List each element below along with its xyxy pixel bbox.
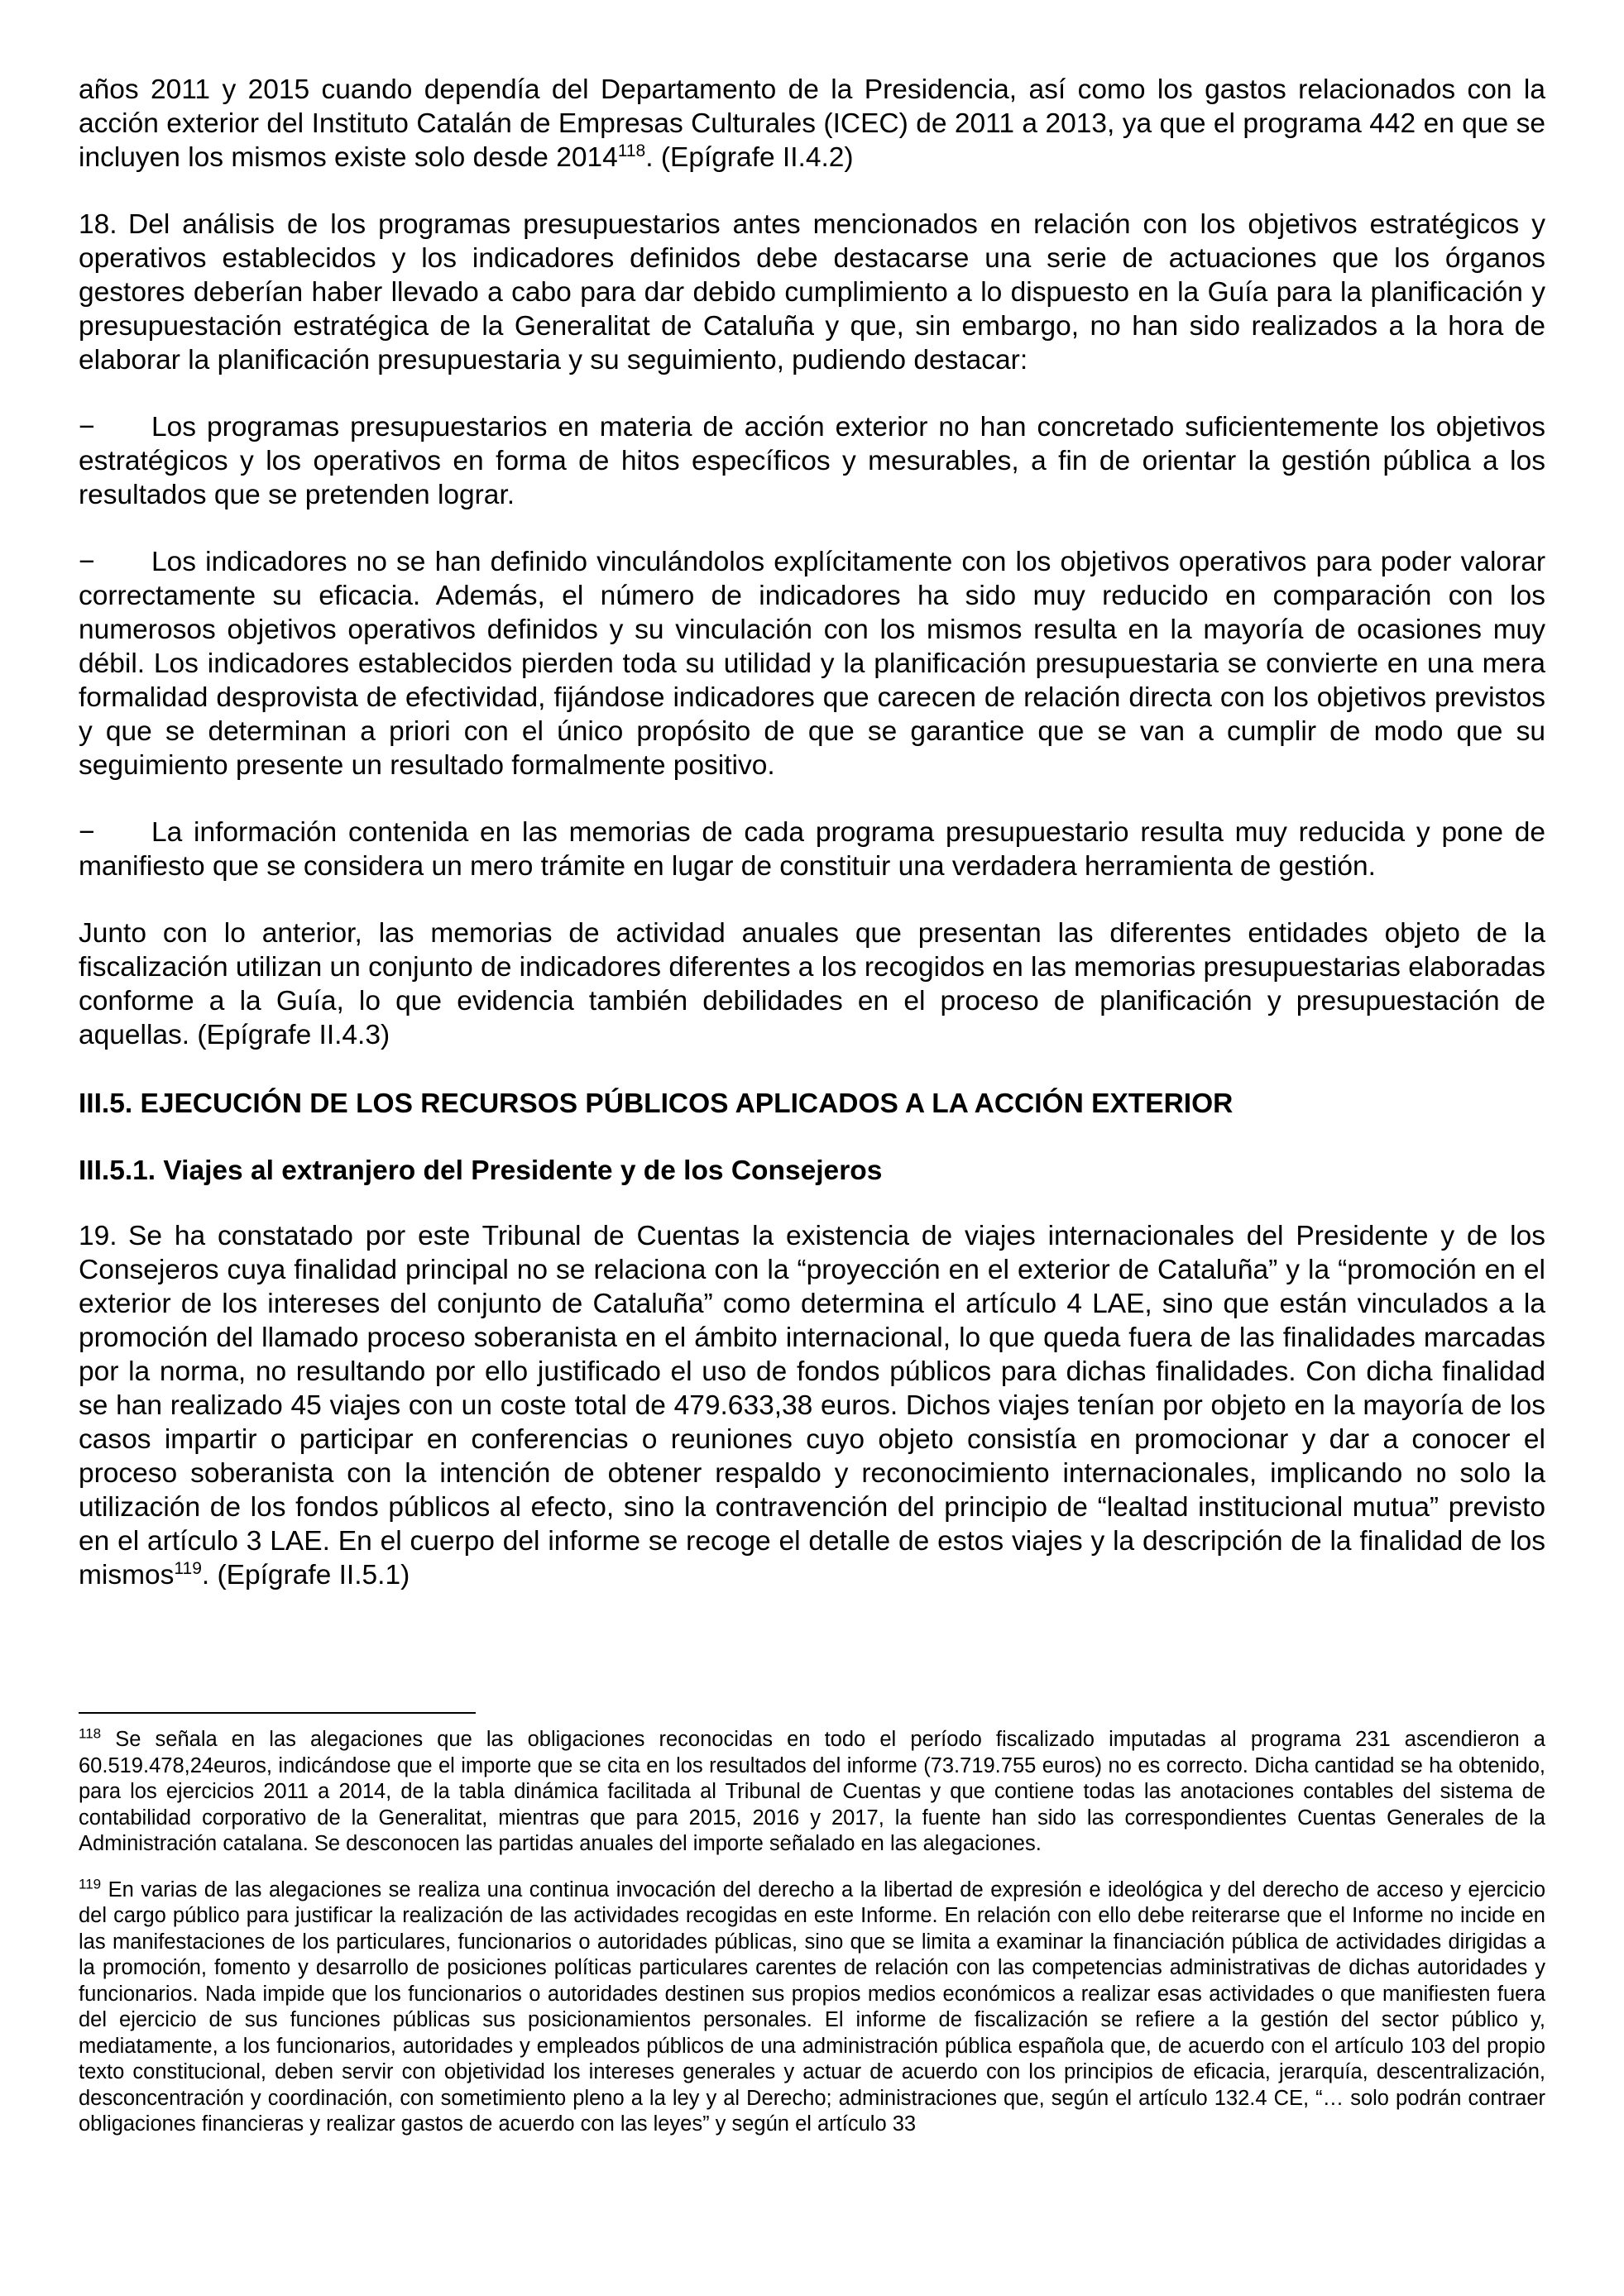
footnote-number: 119 — [79, 1876, 102, 1892]
dash-bullet: − — [79, 412, 95, 442]
bullet-text: Los indicadores no se han definido vinculándolos explícitamente con los objetivos operativos para poder valorar correctamente su eficacia. Además, el número de indicadores ha sido muy reducido en comparación con los numerosos objetivos operativos definidos y su vinculación con los mismos resulta en la mayoría de ocasiones muy débil. Los indicadores establecidos pierden toda su utilidad y la planificación presupuestaria se convierte en una mera formalidad desprovista de efectividad, fijándose indicadores que carecen de relación directa con los objetivos previstos y que se determinan a priori con el único propósito de que se garantice que se van a cumplir de modo que su seguimiento presente un resultado formalmente positivo. — [79, 547, 1545, 781]
paragraph-intro — [79, 73, 1545, 175]
bullet-item — [79, 545, 1545, 782]
footnotes — [79, 1727, 1545, 2138]
section-heading: III.5. EJECUCIÓN DE LOS RECURSOS PÚBLICOS APLICADOS A LA ACCIÓN EXTERIOR — [79, 1088, 1234, 1119]
bullet-item — [79, 410, 1545, 512]
dash-bullet: − — [79, 547, 95, 577]
footnote-number: 118 — [79, 1725, 102, 1742]
footnote-text: Se señala en las alegaciones que las obligaciones reconocidas en todo el período fiscalizado imputadas al programa 231 ascendieron a 60.519.478,24euros, indicándose que el importe que se cita en los resultados del informe (73.719.755 euros) no es correcto. Dicha cantidad se ha obtenido, para los ejercicios 2011 a 2014, de la tabla dinámica facilitada al Tribunal de Cuentas y que contiene todas las anotaciones contables del sistema de contabilidad corporativo de la Generalitat, mientras que para 2015, 2016 y 2017, la fuente han sido las correspondientes Cuentas Generales de la Administración catalana. Se desconocen las partidas anuales del importe señalado en las alegaciones. — [79, 1728, 1545, 1855]
paragraph-junto: Junto con lo anterior, las memorias de actividad anuales que presentan las diferentes entidades objeto de la fiscalización utilizan un conjunto de indicadores diferentes a los recogidos en las memorias presupuestarias elaboradas conforme a la Guía, lo que evidencia también debilidades en el proceso de planificación y presupuestación de aquellas. (Epígrafe II.4.3) — [79, 918, 1545, 1050]
paragraph-18 — [79, 208, 1545, 377]
paragraph-19 — [79, 1219, 1545, 1592]
dash-bullet: − — [79, 817, 95, 848]
footnote-ref-118[interactable]: 118 — [617, 141, 646, 160]
paragraph-19-text: Se ha constatado por este Tribunal de Cuentas la existencia de viajes internacionales del Presidente y de los Consejeros cuya finalidad principal no se relaciona con la “proyección en el exterior de Cataluña” y la “promoción en el exterior de los intereses del conjunto de Cataluña” como determina el artículo 4 LAE, sino que están vinculados a la promoción del llamado proceso soberanista en el ámbito internacional, lo que queda fuera de las finalidades marcadas por la norma, no resultando por ello justificado el uso de fondos públicos para dichas finalidades. Con dicha finalidad se han realizado 45 viajes con un coste total de 479.633,38 euros. Dichos viajes tenían por objeto en la mayoría de los casos impartir o participar en conferencias o reuniones cuyo objeto consistía en promocionar y dar a conocer el proceso soberanista con la intención de obtener respaldo y reconocimiento internacionales, implicando no solo la utilización de los fondos públicos al efecto, sino la contravención del principio de “lealtad institucional mutua” previsto en el artículo 3 LAE. En el cuerpo del informe se recoge el detalle de estos viajes y la descripción de la finalidad de los mismos — [79, 1221, 1545, 1590]
footnote-118 — [79, 1727, 1545, 1858]
bullet-text: Los programas presupuestarios en materia de acción exterior no han concretado suficientemente los objetivos estratégicos y los operativos en forma de hitos específicos y mesurables, a fin de orientar la gestión pública a los resultados que se pretenden lograr. — [79, 412, 1545, 510]
paragraph-18-text: Del análisis de los programas presupuestarios antes mencionados en relación con los objetivos estratégicos y operativos establecidos y los indicadores definidos debe destacarse una serie de actuaciones que los órganos gestores deberían haber llevado a cabo para dar debido cumplimiento a lo dispuesto en la Guía para la planificación y presupuestación estratégica de la Generalitat de Cataluña y que, sin embargo, no han sido realizados a la hora de elaborar la planificación presupuestaria y su seguimiento, pudiendo destacar: — [79, 209, 1545, 375]
footnote-119 — [79, 1877, 1545, 2138]
paragraph-intro-tail: . (Epígrafe II.4.2) — [645, 142, 854, 173]
footnote-separator — [79, 1712, 476, 1714]
paragraph-intro-text: años 2011 y 2015 cuando dependía del Departamento de la Presidencia, así como los gastos relacionados con la acción exterior del Instituto Catalán de Empresas Culturales (ICEC) de 2011 a 2013, ya que el programa 442 en que se incluyen los mismos existe solo desde 2014 — [79, 74, 1545, 173]
document-body — [79, 73, 1545, 1592]
paragraph-19-tail: . (Epígrafe II.5.1) — [201, 1560, 410, 1590]
bullet-text: La información contenida en las memorias de cada programa presupuestario resulta muy reducida y pone de manifiesto que se considera un mero trámite en lugar de constituir una verdadera herramienta de gestión. — [79, 817, 1545, 882]
footnote-ref-119[interactable]: 119 — [174, 1558, 202, 1578]
paragraph-number: 19. — [79, 1221, 117, 1251]
bullet-item — [79, 816, 1545, 883]
paragraph-number: 18. — [79, 209, 117, 240]
subsection-heading: III.5.1. Viajes al extranjero del Presidente y de los Consejeros — [79, 1155, 883, 1186]
footnote-text: En varias de las alegaciones se realiza una continua invocación del derecho a la libertad de expresión e ideológica y del derecho de acceso y ejercicio del cargo público para justificar la realización de las actividades recogidas en este Informe. En relación con ello debe reiterarse que el Informe no incide en las manifestaciones de los particulares, funcionarios o autoridades públicas, sino que se limita a examinar la financiación pública de actividades dirigidas a la promoción, fomento y desarrollo de posiciones políticas particulares carentes de relación con las competencias administrativas de dichas autoridades y funcionarios. Nada impide que los funcionarios o autoridades destinen sus propios medios económicos a realizar esas actividades o que manifiesten fuera del ejercicio de sus funciones públicas sus posicionamientos personales. El informe de fiscalización se refiere a la gestión del sector público y, mediatamente, a los funcionarios, autoridades y empleados públicos de una administración pública española que, de acuerdo con el artículo 103 del propio texto constitucional, deben servir con objetividad los intereses generales y actuar de acuerdo con los principios de eficacia, jerarquía, descentralización, desconcentración y coordinación, con sometimiento pleno a la ley y al Derecho; administraciones que, según el artículo 132.4 CE, “… solo podrán contraer obligaciones financieras y realizar gastos de acuerdo con las leyes” y según el artículo 33 — [79, 1877, 1545, 2136]
